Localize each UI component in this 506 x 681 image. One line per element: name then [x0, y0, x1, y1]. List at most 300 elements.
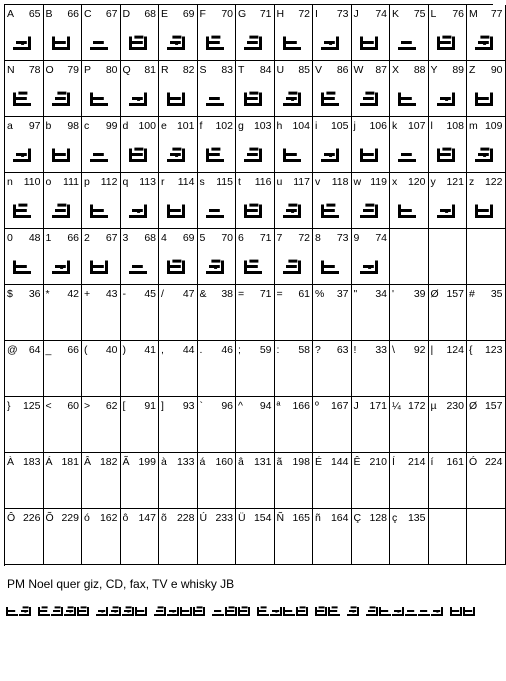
- glyph-cell: [5, 117, 44, 173]
- cell-code: 111: [63, 176, 79, 188]
- cell-code: 172: [407, 400, 426, 412]
- cell-character: .: [199, 344, 203, 356]
- glyph-cell: [198, 61, 237, 117]
- empty-cell: [467, 509, 506, 565]
- glyph-cell: [390, 341, 429, 397]
- cell-label: [84, 400, 118, 412]
- cell-label: [238, 8, 272, 20]
- cell-label: [200, 456, 234, 468]
- cell-label: [238, 344, 272, 356]
- cell-label: [200, 8, 234, 20]
- cell-label: [46, 8, 80, 20]
- cell-code: 115: [216, 176, 233, 188]
- cell-label: [200, 288, 234, 300]
- cell-label: [161, 8, 195, 20]
- cell-character: q: [122, 176, 129, 188]
- cell-code: 224: [484, 456, 503, 468]
- cell-label: [123, 344, 157, 356]
- glyph-cell: [44, 341, 83, 397]
- cell-code: 73: [336, 232, 349, 244]
- empty-cell: [429, 229, 468, 285]
- cell-character: E: [161, 8, 169, 20]
- glyph-cell: [121, 173, 160, 229]
- cell-label: [84, 456, 118, 468]
- cell-character: R: [161, 64, 169, 76]
- cell-character: 1: [45, 232, 52, 244]
- glyph-cell: [467, 453, 506, 509]
- glyph-cell: [159, 173, 198, 229]
- sample-glyph: [135, 607, 147, 616]
- font-glyph: [398, 32, 418, 52]
- cell-code: 123: [484, 344, 503, 356]
- cell-code: 135: [407, 512, 426, 524]
- glyph-cell: [82, 61, 121, 117]
- glyph-cell: [44, 229, 83, 285]
- cell-code: 144: [330, 456, 349, 468]
- glyph-cell: [5, 173, 44, 229]
- cell-code: 40: [105, 344, 118, 356]
- cell-character: <: [45, 400, 52, 412]
- cell-character: ç: [392, 512, 398, 524]
- cell-code: 82: [182, 64, 195, 76]
- character-map-grid: [4, 4, 503, 566]
- cell-code: 157: [446, 288, 464, 300]
- cell-character: Ø: [469, 400, 478, 412]
- cell-label: [354, 8, 388, 20]
- font-glyph: [283, 144, 303, 164]
- glyph-cell: [390, 509, 429, 565]
- cell-character: 8: [315, 232, 321, 244]
- font-glyph: [244, 88, 264, 108]
- cell-code: 99: [105, 120, 118, 132]
- cell-label: [315, 8, 349, 20]
- font-glyph: [475, 200, 495, 220]
- glyph-cell: [313, 453, 352, 509]
- cell-character: p: [84, 176, 90, 188]
- cell-code: 89: [452, 64, 464, 76]
- font-glyph: [167, 88, 187, 108]
- font-glyph: [206, 32, 226, 52]
- cell-label: [392, 288, 426, 300]
- cell-code: 66: [67, 8, 79, 20]
- cell-code: 74: [375, 232, 387, 244]
- glyph-cell: [467, 117, 506, 173]
- glyph-cell: [5, 341, 44, 397]
- glyph-cell: [390, 453, 429, 509]
- cell-character: í: [430, 456, 434, 468]
- sample-glyph: [109, 606, 121, 616]
- cell-code: 93: [182, 400, 195, 412]
- empty-cell: [467, 229, 506, 285]
- cell-label: [123, 400, 157, 412]
- cell-character: f: [199, 120, 203, 132]
- cell-code: 96: [221, 400, 233, 412]
- cell-label: [315, 344, 349, 356]
- cell-character: `: [199, 400, 203, 412]
- cell-character: Ô: [7, 512, 16, 524]
- cell-label: [123, 8, 157, 20]
- font-glyph: [52, 88, 72, 108]
- font-glyph: [321, 88, 341, 108]
- font-glyph: [52, 32, 72, 52]
- cell-code: 171: [369, 400, 387, 412]
- cell-label: [238, 400, 272, 412]
- cell-character: v: [315, 176, 321, 188]
- cell-label: [431, 344, 465, 356]
- cell-label: [84, 344, 118, 356]
- cell-character: C: [84, 8, 92, 20]
- cell-label: [200, 120, 234, 132]
- glyph-cell: [313, 285, 352, 341]
- cell-label: [277, 64, 311, 76]
- cell-character: I: [315, 8, 318, 20]
- glyph-cell: [313, 173, 352, 229]
- font-glyph: [13, 88, 33, 108]
- sample-glyph: [77, 606, 89, 616]
- font-glyph: [167, 144, 187, 164]
- cell-code: 114: [177, 176, 195, 188]
- cell-code: 183: [22, 456, 41, 468]
- cell-character: º: [315, 400, 319, 412]
- glyph-cell: [275, 5, 314, 61]
- glyph-cell: [5, 397, 44, 453]
- cell-label: [200, 400, 234, 412]
- font-glyph: [244, 256, 264, 276]
- sample-glyph: [315, 606, 327, 616]
- cell-label: [315, 64, 349, 76]
- cell-code: 229: [61, 512, 79, 524]
- sample-glyph: [212, 610, 224, 616]
- glyph-cell: [44, 117, 83, 173]
- glyph-cell: [198, 229, 237, 285]
- cell-character: S: [199, 64, 207, 76]
- font-glyph: [90, 256, 110, 276]
- sample-glyph: [283, 607, 295, 616]
- cell-character: 0: [7, 232, 13, 244]
- glyph-cell: [236, 229, 275, 285]
- cell-label: [7, 8, 41, 20]
- glyph-cell: [198, 509, 237, 565]
- cell-code: 38: [221, 288, 233, 300]
- cell-code: 42: [67, 288, 79, 300]
- cell-label: [392, 344, 426, 356]
- glyph-cell: [429, 61, 468, 117]
- cell-character: t: [238, 176, 241, 188]
- cell-code: 214: [407, 456, 426, 468]
- cell-label: [238, 456, 272, 468]
- font-glyph: [321, 256, 341, 276]
- cell-character: k: [392, 120, 398, 132]
- cell-code: 210: [369, 456, 387, 468]
- cell-code: 71: [259, 8, 272, 20]
- cell-label: [46, 512, 80, 524]
- glyph-cell: [429, 5, 468, 61]
- font-glyph: [398, 200, 418, 220]
- cell-character: Ó: [469, 456, 478, 468]
- cell-character: À: [7, 456, 15, 468]
- cell-label: [315, 120, 349, 132]
- sample-glyph: [328, 606, 340, 616]
- font-glyph: [129, 88, 149, 108]
- cell-label: [392, 64, 426, 76]
- glyph-cell: [390, 285, 429, 341]
- cell-code: 182: [99, 456, 118, 468]
- cell-code: 77: [490, 8, 503, 20]
- cell-label: [277, 120, 311, 132]
- cell-character: /: [161, 288, 164, 300]
- glyph-cell: [390, 61, 429, 117]
- glyph-cell: [198, 397, 237, 453]
- cell-character: \: [392, 344, 395, 356]
- cell-code: 230: [446, 400, 464, 412]
- cell-label: [123, 456, 157, 468]
- sample-sentence: PM Noel quer giz, CD, fax, TV e whisky JB: [7, 577, 235, 591]
- cell-label: [123, 176, 157, 188]
- cell-character: X: [392, 64, 400, 76]
- glyph-cell: [121, 285, 160, 341]
- cell-label: [161, 176, 195, 188]
- sample-glyph: [366, 606, 378, 616]
- cell-code: 101: [176, 120, 195, 132]
- font-glyph: [244, 144, 264, 164]
- cell-label: [354, 120, 388, 132]
- cell-code: 121: [446, 176, 464, 188]
- glyph-cell: [44, 509, 83, 565]
- cell-character: o: [45, 176, 52, 188]
- glyph-cell: [236, 5, 275, 61]
- cell-label: [431, 64, 465, 76]
- cell-label: [238, 512, 272, 524]
- cell-character: m: [469, 120, 478, 132]
- glyph-cell: [275, 117, 314, 173]
- cell-character: â: [238, 456, 244, 468]
- cell-code: 147: [138, 512, 156, 524]
- cell-character: x: [392, 176, 398, 188]
- cell-character: a: [7, 120, 13, 132]
- cell-character: ô: [122, 512, 129, 524]
- cell-character: ?: [315, 344, 321, 356]
- cell-label: [354, 456, 388, 468]
- glyph-cell: [390, 173, 429, 229]
- cell-label: [431, 456, 465, 468]
- glyph-cell: [352, 509, 391, 565]
- cell-label: [431, 400, 465, 412]
- glyph-cell: [82, 397, 121, 453]
- glyph-cell: [313, 397, 352, 453]
- cell-label: [469, 8, 503, 20]
- font-glyph: [206, 256, 226, 276]
- cell-code: 110: [23, 176, 41, 188]
- cell-character: ): [122, 344, 126, 356]
- cell-code: 70: [221, 8, 233, 20]
- font-glyph: [283, 32, 303, 52]
- cell-code: 120: [407, 176, 426, 188]
- cell-character: z: [469, 176, 475, 188]
- cell-label: [46, 64, 80, 76]
- cell-code: 41: [144, 344, 156, 356]
- cell-character: =: [276, 288, 283, 300]
- cell-label: [84, 176, 118, 188]
- cell-label: [392, 8, 426, 20]
- cell-character: W: [353, 64, 364, 76]
- cell-label: [123, 288, 157, 300]
- glyph-cell: [467, 285, 506, 341]
- cell-label: [431, 8, 465, 20]
- cell-character: c: [84, 120, 90, 132]
- cell-code: 116: [254, 176, 272, 188]
- cell-character: l: [430, 120, 433, 132]
- cell-code: 84: [259, 64, 272, 76]
- font-glyph: [167, 200, 187, 220]
- glyph-cell: [5, 61, 44, 117]
- font-glyph: [475, 88, 495, 108]
- glyph-cell: [82, 285, 121, 341]
- glyph-cell: [390, 5, 429, 61]
- sample-glyph: [64, 606, 76, 616]
- glyph-cell: [467, 341, 506, 397]
- cell-code: 69: [182, 8, 195, 20]
- sample-glyph: [347, 606, 359, 616]
- font-glyph: [52, 144, 72, 164]
- cell-label: [277, 512, 311, 524]
- font-glyph: [13, 32, 33, 52]
- cell-character: %: [315, 288, 325, 300]
- cell-code: 122: [484, 176, 503, 188]
- cell-label: [123, 512, 157, 524]
- cell-label: [7, 120, 41, 132]
- cell-label: [84, 64, 118, 76]
- cell-character: !: [353, 344, 357, 356]
- cell-character: 4: [161, 232, 167, 244]
- font-glyph: [13, 200, 33, 220]
- glyph-cell: [121, 509, 160, 565]
- glyph-cell: [159, 117, 198, 173]
- glyph-cell: [121, 61, 160, 117]
- cell-code: 160: [215, 456, 233, 468]
- cell-code: 46: [221, 344, 233, 356]
- cell-label: [7, 344, 41, 356]
- font-glyph: [360, 256, 380, 276]
- glyph-cell: [275, 341, 314, 397]
- cell-character: O: [45, 64, 54, 76]
- cell-code: 86: [336, 64, 349, 76]
- cell-character: @: [7, 344, 18, 356]
- cell-label: [123, 232, 157, 244]
- cell-character: D: [122, 8, 131, 20]
- glyph-cell: [467, 61, 506, 117]
- cell-character: :: [276, 344, 280, 356]
- glyph-cell: [198, 453, 237, 509]
- cell-character: T: [238, 64, 245, 76]
- font-glyph: [321, 32, 341, 52]
- cell-character: y: [430, 176, 436, 188]
- cell-label: [315, 456, 349, 468]
- glyph-cell: [121, 397, 160, 453]
- glyph-cell: [159, 509, 198, 565]
- glyph-cell: [236, 173, 275, 229]
- cell-label: [46, 176, 80, 188]
- cell-character: n: [7, 176, 13, 188]
- cell-code: 68: [144, 232, 156, 244]
- cell-character: à: [161, 456, 167, 468]
- cell-label: [200, 176, 234, 188]
- cell-character: ': [392, 288, 395, 300]
- cell-character: G: [238, 8, 247, 20]
- font-glyph: [398, 144, 418, 164]
- cell-code: 88: [413, 64, 426, 76]
- cell-code: 85: [298, 64, 310, 76]
- cell-label: [315, 176, 349, 188]
- cell-label: [277, 176, 311, 188]
- font-glyph: [206, 200, 226, 220]
- glyph-cell: [82, 509, 121, 565]
- glyph-cell: [275, 173, 314, 229]
- font-glyph: [360, 200, 380, 220]
- cell-character: P: [84, 64, 92, 76]
- cell-label: [392, 120, 426, 132]
- cell-label: [7, 288, 41, 300]
- cell-character: õ: [161, 512, 167, 524]
- cell-label: [200, 64, 234, 76]
- grid-row: [5, 61, 503, 117]
- cell-code: 76: [452, 8, 464, 20]
- font-glyph: [437, 200, 457, 220]
- sample-glyph: [180, 607, 192, 616]
- cell-character: Á: [45, 456, 53, 468]
- font-glyph: [129, 32, 149, 52]
- cell-label: [200, 512, 234, 524]
- cell-code: 164: [330, 512, 349, 524]
- sample-glyph: [270, 607, 282, 616]
- cell-character: 5: [199, 232, 206, 244]
- glyph-cell: [82, 173, 121, 229]
- font-glyph: [206, 88, 226, 108]
- sample-glyph: [38, 606, 50, 616]
- cell-code: 119: [370, 176, 387, 188]
- cell-character: J: [353, 8, 359, 20]
- sample-glyph: [19, 606, 31, 616]
- cell-character: Ñ: [276, 512, 285, 524]
- cell-code: 98: [67, 120, 79, 132]
- cell-character: Ú: [199, 512, 208, 524]
- cell-code: 72: [298, 8, 310, 20]
- cell-code: 131: [253, 456, 272, 468]
- cell-character: U: [276, 64, 285, 76]
- sample-glyph: [167, 607, 179, 616]
- glyph-cell: [159, 341, 198, 397]
- font-glyph: [90, 200, 110, 220]
- cell-character: ¼: [392, 400, 401, 412]
- font-glyph: [13, 256, 33, 276]
- cell-code: 47: [182, 288, 195, 300]
- glyph-cell: [44, 173, 83, 229]
- cell-code: 62: [105, 400, 118, 412]
- cell-character: #: [469, 288, 475, 300]
- glyph-cell: [352, 61, 391, 117]
- cell-code: 71: [259, 232, 272, 244]
- cell-code: 69: [182, 232, 195, 244]
- glyph-cell: [44, 285, 83, 341]
- cell-code: 105: [330, 120, 349, 132]
- grid-row: [5, 341, 503, 397]
- cell-label: [277, 288, 311, 300]
- cell-label: [315, 400, 349, 412]
- glyph-cell: [467, 173, 506, 229]
- glyph-cell: [275, 229, 314, 285]
- cell-label: [161, 344, 195, 356]
- cell-character: (: [84, 344, 88, 356]
- cell-code: 66: [67, 344, 79, 356]
